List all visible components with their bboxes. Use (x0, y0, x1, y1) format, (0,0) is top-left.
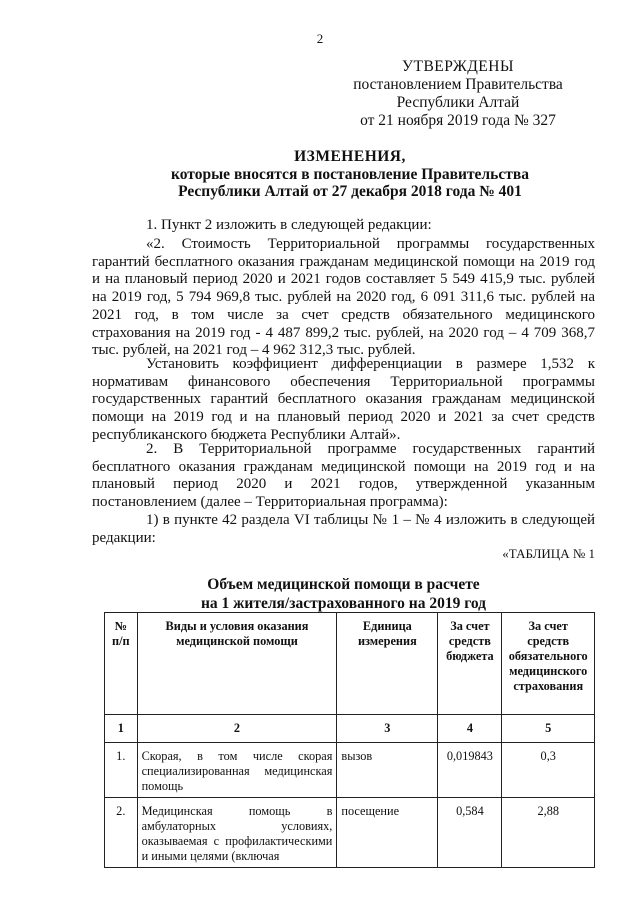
document-heading (60, 148, 640, 201)
approval-line: постановлением Правительства (353, 76, 563, 93)
heading-title: ИЗМЕНЕНИЯ, (294, 148, 406, 165)
row-unit: вызов (337, 743, 438, 798)
row-oms-value: 0,3 (502, 743, 595, 798)
table-label: «ТАБЛИЦА № 1 (502, 546, 595, 561)
header-cell-number: № п/п (105, 613, 138, 715)
heading-line: Республики Алтай от 27 декабря 2018 года № 401 (178, 183, 522, 200)
approval-block (328, 58, 588, 130)
column-number: 2 (137, 715, 337, 743)
column-number: 5 (502, 715, 595, 743)
paragraph-4: 2. В Территориальной программе государственных гарантий бесплатного оказания гражданам медицинской помощи на 2019 год и на плановый период 2020 и 2021 годов, утвержденной указанным постановлением (далее – Территориальная программа): (92, 441, 595, 511)
medical-volume-table (104, 612, 595, 868)
approval-date: от 21 ноября 2019 года № 327 (360, 112, 556, 129)
column-number: 1 (105, 715, 138, 743)
paragraph-3: Установить коэффициент дифференциации в размере 1,532 к нормативам финансового обеспечения Территориальной программы государственных гарантий бесплатного оказания гражданам медицинской помощи на 2019 год и на плановый период 2020 и 2021 за счет средств республиканского бюджета Республики Алтай». (92, 356, 595, 443)
row-unit: посещение (337, 798, 438, 868)
column-number-row (105, 715, 595, 743)
approval-line: Республики Алтай (396, 94, 520, 111)
row-budget-value: 0,019843 (438, 743, 502, 798)
header-cell-budget: За счет средств бюджета (438, 613, 502, 715)
row-care-type: Медицинская помощь в амбулаторных условиях, оказываемая с профилактическими и иными целями (включая (137, 798, 337, 868)
row-number: 1. (105, 743, 138, 798)
column-number: 3 (337, 715, 438, 743)
header-cell-unit: Единица измерения (337, 613, 438, 715)
header-cell-oms: За счет средств обязательного медицинского страхования (502, 613, 595, 715)
table-row (105, 743, 595, 798)
row-oms-value: 2,88 (502, 798, 595, 868)
row-budget-value: 0,584 (438, 798, 502, 868)
page-number: 2 (316, 31, 324, 46)
row-care-type: Скорая, в том числе скорая специализированная медицинская помощь (137, 743, 337, 798)
approval-title: УТВЕРЖДЕНЫ (402, 58, 514, 75)
table-title (92, 575, 595, 613)
paragraph-5: 1) в пункте 42 раздела VI таблицы № 1 – № 4 изложить в следующей редакции: (92, 512, 595, 546)
table-title-line: Объем медицинской помощи в расчете (207, 576, 480, 593)
table-title-line: на 1 жителя/застрахованного на 2019 год (200, 595, 487, 612)
paragraph-1: 1. Пункт 2 изложить в следующей редакции: (146, 217, 432, 233)
header-cell-type: Виды и условия оказания медицинской помощи (137, 613, 337, 715)
row-number: 2. (105, 798, 138, 868)
table-header-row (105, 613, 595, 715)
table-row (105, 798, 595, 868)
heading-line: которые вносятся в постановление Правительства (171, 165, 529, 183)
paragraph-2: «2. Стоимость Территориальной программы государственных гарантий бесплатного оказания гражданам медицинской помощи на 2019 год и на плановый период 2020 и 2021 годов составляет 5 549 415,9 тыс. рублей на 2019 год, 5 794 969,8 тыс. рублей на 2020 год, 6 091 311,6 тыс. рублей на 2021 год, в том числе за счет средств обязательного медицинского страхования на 2019 год - 4 487 899,2 тыс. рублей, на 2020 год – 4 709 368,7 тыс. рублей, на 2021 год – 4 962 312,3 тыс. рублей. (92, 236, 595, 359)
column-number: 4 (438, 715, 502, 743)
